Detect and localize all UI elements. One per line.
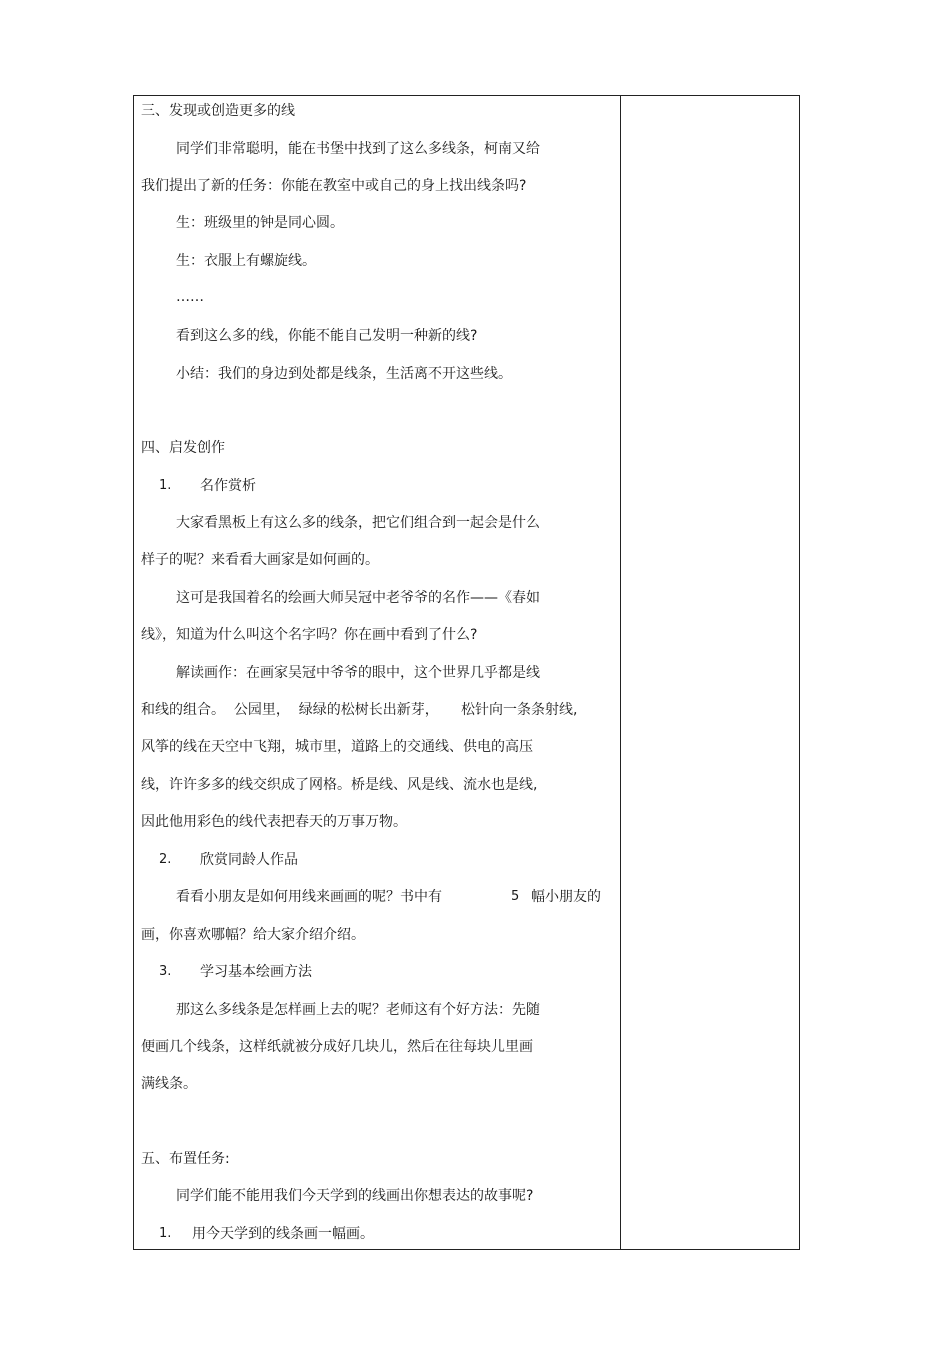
ellipsis: …… bbox=[176, 289, 204, 305]
list-number: 2. bbox=[159, 852, 172, 867]
section-heading-5: 五、布置任务: bbox=[141, 1151, 230, 1167]
paragraph-line: 和线的组合。 公园里， 绿绿的松树长出新芽， 松针向一条条射线, bbox=[141, 702, 578, 718]
paragraph-line: 画，你喜欢哪幅？给大家介绍介绍。 bbox=[141, 927, 365, 943]
paragraph-line: 幅小朋友的 bbox=[531, 889, 601, 905]
section-heading-3: 三、发现或创造更多的线 bbox=[141, 103, 295, 119]
list-number: 3. bbox=[159, 964, 172, 979]
inline-number: 5 bbox=[511, 889, 520, 904]
column-divider bbox=[620, 95, 621, 1250]
list-number: 1. bbox=[159, 1226, 172, 1241]
paragraph-line: 风筝的线在天空中飞翔，城市里，道路上的交通线、供电的高压 bbox=[141, 739, 533, 755]
paragraph-line: 同学们非常聪明，能在书堡中找到了这么多线条，柯南又给 bbox=[176, 141, 540, 157]
paragraph-line: 满线条。 bbox=[141, 1076, 197, 1092]
paragraph-line: 同学们能不能用我们今天学到的线画出你想表达的故事呢? bbox=[176, 1188, 534, 1204]
paragraph-line: 线，许许多多的线交织成了网格。桥是线、风是线、流水也是线, bbox=[141, 777, 538, 793]
paragraph-line: 我们提出了新的任务：你能在教室中或自己的身上找出线条吗? bbox=[141, 178, 527, 194]
task-item: 用今天学到的线条画一幅画。 bbox=[192, 1226, 374, 1242]
paragraph-line: 因此他用彩色的线代表把春天的万事万物。 bbox=[141, 814, 407, 830]
paragraph-line: 线》，知道为什么叫这个名字吗？你在画中看到了什么? bbox=[141, 627, 478, 643]
paragraph-line: 这可是我国着名的绘画大师吴冠中老爷爷的名作——《春如 bbox=[176, 590, 540, 606]
section-heading-4: 四、启发创作 bbox=[141, 440, 225, 456]
paragraph-line: 那这么多线条是怎样画上去的呢？老师这有个好方法：先随 bbox=[176, 1002, 540, 1018]
paragraph-line: 样子的呢？来看看大画家是如何画的。 bbox=[141, 552, 379, 568]
paragraph-line: 大家看黑板上有这么多的线条，把它们组合到一起会是什么 bbox=[176, 515, 540, 531]
subheading: 学习基本绘画方法 bbox=[200, 964, 312, 980]
list-number: 1. bbox=[159, 478, 172, 493]
student-answer-1: 生：班级里的钟是同心圆。 bbox=[176, 215, 344, 231]
paragraph-line: 便画几个线条，这样纸就被分成好几块儿，然后在往每块儿里画 bbox=[141, 1039, 533, 1055]
subheading: 欣赏同龄人作品 bbox=[200, 852, 298, 868]
paragraph-line: 看看小朋友是如何用线来画画的呢？书中有 bbox=[176, 889, 442, 905]
paragraph-line: 解读画作：在画家吴冠中爷爷的眼中，这个世界几乎都是线 bbox=[176, 665, 540, 681]
paragraph-line: 看到这么多的线，你能不能自己发明一种新的线? bbox=[176, 328, 478, 344]
student-answer-2: 生：衣服上有螺旋线。 bbox=[176, 253, 316, 269]
summary-line: 小结：我们的身边到处都是线条，生活离不开这些线。 bbox=[176, 366, 512, 382]
subheading: 名作赏析 bbox=[200, 478, 256, 494]
